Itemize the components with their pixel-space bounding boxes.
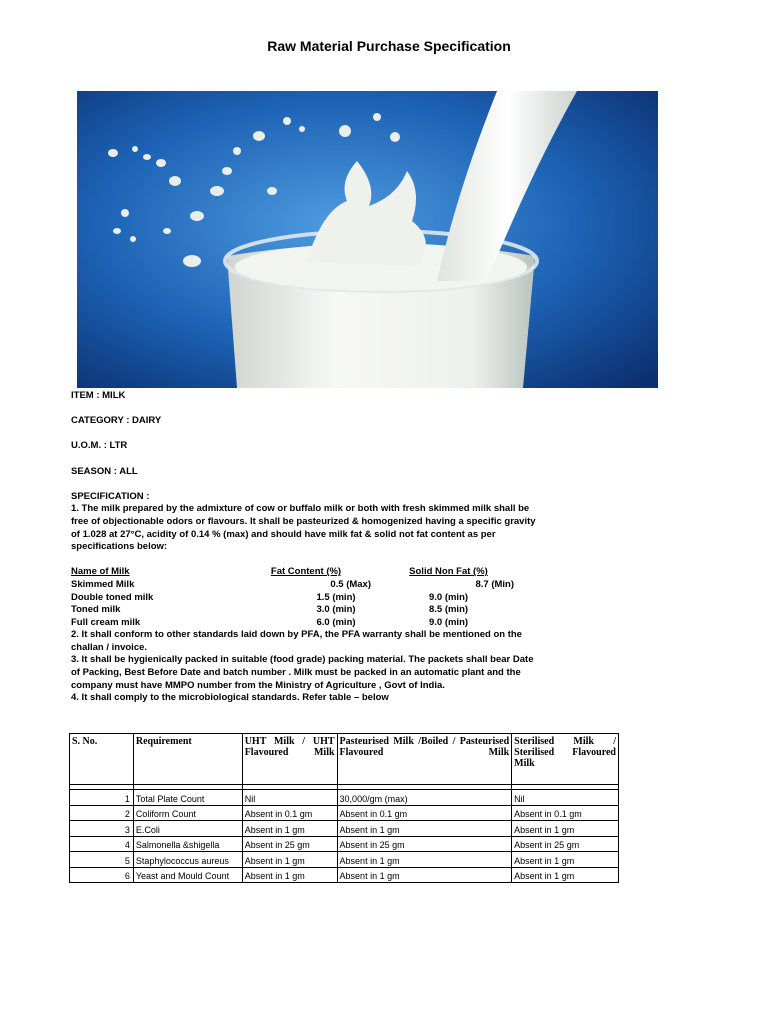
- specification-point-4: 4. It shall comply to the microbiological standards. Refer table – below: [71, 692, 389, 704]
- micro-cell-uht: Nil: [242, 790, 337, 806]
- specification-point-2: 2. It shall conform to other standards laid down by PFA, the PFA warranty shall be mentioned on the challan / invoice.: [71, 629, 522, 653]
- micro-cell-sterilised: Absent in 1 gm: [512, 852, 619, 868]
- table-row: [70, 790, 619, 806]
- specification-body: [71, 390, 541, 705]
- micro-cell-pasteurised: Absent in 25 gm: [337, 836, 512, 852]
- milk-table-cell: Double toned milk: [71, 591, 154, 603]
- season-line: SEASON : ALL: [71, 465, 138, 477]
- micro-cell-requirement: Coliform Count: [133, 805, 242, 821]
- milk-table-cell: 0.5 (Max): [330, 578, 371, 590]
- micro-cell-uht: Absent in 0.1 gm: [242, 805, 337, 821]
- micro-cell-pasteurised: Absent in 1 gm: [337, 821, 512, 837]
- milk-table-cell: 9.0 (min): [428, 616, 469, 628]
- milk-table-header-snf: Solid Non Fat (%): [409, 566, 488, 578]
- micro-cell-sterilised: Absent in 1 gm: [512, 821, 619, 837]
- table-row: [70, 867, 619, 883]
- micro-cell-pasteurised: Absent in 1 gm: [337, 867, 512, 883]
- document-title: Raw Material Purchase Specification: [267, 38, 511, 54]
- micro-cell-requirement: Total Plate Count: [133, 790, 242, 806]
- micro-header-pasteurised: Pasteurised Milk /Boiled / Pasteurised Flavoured Milk: [337, 734, 512, 785]
- micro-cell-uht: Absent in 1 gm: [242, 852, 337, 868]
- micro-header-sno: S. No.: [70, 734, 134, 785]
- micro-header-uht: UHT Milk / UHT Flavoured Milk: [242, 734, 337, 785]
- micro-cell-sterilised: Nil: [512, 790, 619, 806]
- milk-table-header-name: Name of Milk: [71, 566, 130, 578]
- micro-cell-sno: 1: [70, 790, 134, 806]
- micro-cell-uht: Absent in 1 gm: [242, 867, 337, 883]
- micro-cell-requirement: Yeast and Mould Count: [133, 867, 242, 883]
- table-row: [70, 821, 619, 837]
- micro-cell-sterilised: Absent in 0.1 gm: [512, 805, 619, 821]
- micro-header-sterilised: Sterilised Milk / Sterilised Flavoured Milk: [512, 734, 619, 785]
- milk-table-cell: Skimmed Milk: [71, 578, 135, 590]
- micro-cell-requirement: Staphylococcus aureus: [133, 852, 242, 868]
- specification-point-3: 3. It shall be hygienically packed in suitable (food grade) packing material. The packets shall bear Date of Packing, Best Before Date and batch number . Milk must be packed in an automatic plant and the company must have MMPO number from the Ministry of Agriculture , Govt of India.: [71, 654, 534, 691]
- micro-cell-sno: 4: [70, 836, 134, 852]
- micro-cell-sno: 3: [70, 821, 134, 837]
- milk-table-cell: 9.0 (min): [428, 591, 469, 603]
- milk-table-cell: 8.7 (Min): [475, 578, 514, 590]
- micro-header-requirement: Requirement: [133, 734, 242, 785]
- micro-cell-sno: 2: [70, 805, 134, 821]
- micro-cell-requirement: Salmonella &shigella: [133, 836, 242, 852]
- specification-heading: SPECIFICATION :: [71, 490, 150, 502]
- milk-glass-illustration: [77, 91, 658, 388]
- milk-table-cell: 3.0 (min): [316, 604, 356, 616]
- milk-fat-table: [71, 566, 526, 629]
- micro-cell-pasteurised: 30,000/gm (max): [337, 790, 512, 806]
- micro-cell-sno: 5: [70, 852, 134, 868]
- milk-table-cell: 8.5 (min): [428, 604, 469, 616]
- micro-cell-sterilised: Absent in 25 gm: [512, 836, 619, 852]
- microbiological-standards-table: [69, 733, 619, 883]
- micro-cell-requirement: E.Coli: [133, 821, 242, 837]
- table-row: [70, 836, 619, 852]
- micro-cell-sterilised: Absent in 1 gm: [512, 867, 619, 883]
- specification-point-1: 1. The milk prepared by the admixture of cow or buffalo milk or both with fresh skimmed milk shall be free of objectionable odors or flavours. It shall be pasteurized & homogenized having a specific gravity of 1.028 at 27°C, acidity of 0.14 % (max) and should have milk fat & solid not fat content as per specifications below:: [71, 503, 536, 553]
- milk-photo: [77, 91, 658, 388]
- milk-table-cell: Full cream milk: [71, 616, 141, 628]
- milk-table-cell: 6.0 (min): [316, 616, 356, 628]
- milk-table-header-fat: Fat Content (%): [270, 566, 342, 578]
- table-row: [70, 805, 619, 821]
- milk-table-cell: Toned milk: [71, 604, 121, 616]
- micro-cell-uht: Absent in 25 gm: [242, 836, 337, 852]
- micro-cell-pasteurised: Absent in 1 gm: [337, 852, 512, 868]
- micro-cell-uht: Absent in 1 gm: [242, 821, 337, 837]
- micro-cell-sno: 6: [70, 867, 134, 883]
- table-row: [70, 852, 619, 868]
- uom-line: U.O.M. : LTR: [71, 440, 128, 452]
- category-line: CATEGORY : DAIRY: [71, 415, 162, 427]
- micro-cell-pasteurised: Absent in 0.1 gm: [337, 805, 512, 821]
- item-line: ITEM : MILK: [71, 390, 126, 401]
- milk-table-cell: 1.5 (min): [316, 591, 356, 603]
